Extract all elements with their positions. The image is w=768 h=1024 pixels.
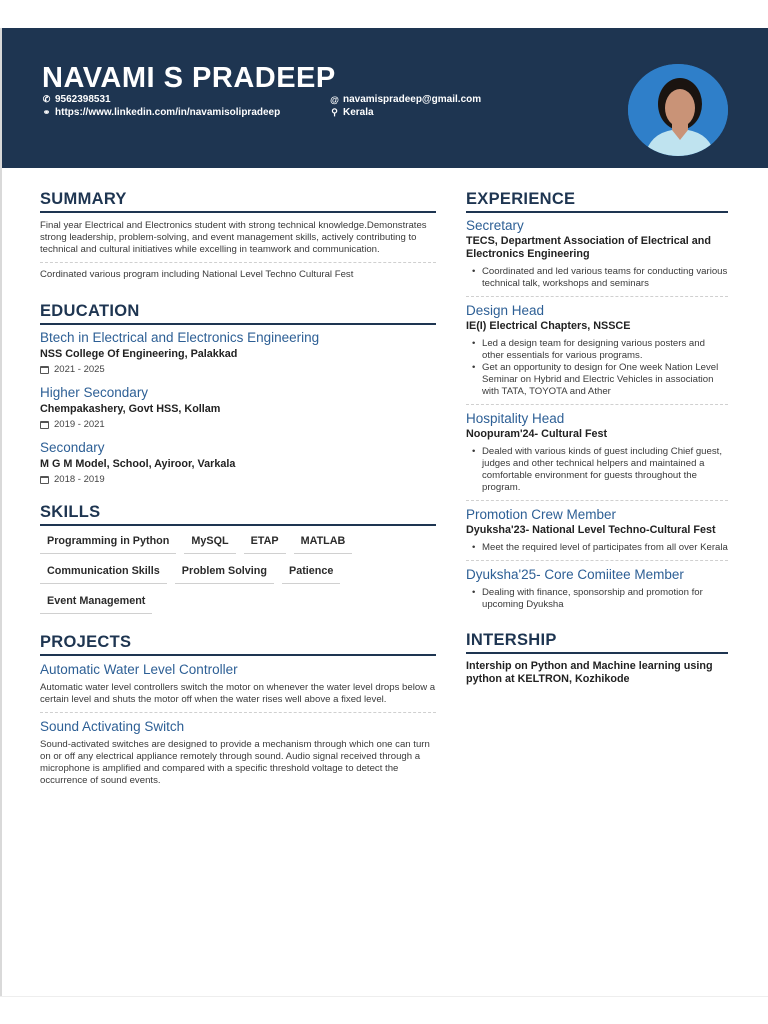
project-description: Automatic water level controllers switch the motor on whenever the water level drops below a certain level and shuts the motor off when the water rises well above a fixed level. xyxy=(40,682,436,705)
date-text: 2018 - 2019 xyxy=(54,474,105,485)
role-title: Dyuksha'25- Core Comiitee Member xyxy=(466,567,684,582)
link-icon: ⚭ xyxy=(42,107,51,117)
education-title: EDUCATION xyxy=(40,302,436,325)
skill-tag: MySQL xyxy=(184,530,235,554)
experience-item xyxy=(466,507,728,554)
date-text: 2021 - 2025 xyxy=(54,364,105,375)
bullet-item: • Led a design team for designing various posters and other essentials for various programs. xyxy=(482,338,728,362)
profile-photo-illustration xyxy=(628,64,730,158)
page-edge xyxy=(0,28,2,998)
experience-item xyxy=(466,567,728,611)
internship-text: Intership on Python and Machine learning using python at KELTRON, Kozhikode xyxy=(466,660,713,685)
role-title: Design Head xyxy=(466,303,545,318)
date-range xyxy=(40,474,436,485)
right-column xyxy=(466,190,728,686)
divider xyxy=(40,262,436,263)
organization: Dyuksha'23- National Level Techno-Cultural Fest xyxy=(466,524,716,536)
education-item xyxy=(40,330,436,375)
bullet-item: • Coordinated and led various teams for conducting various technical talk, workshops and seminars xyxy=(482,266,728,290)
internship-title: INTERSHIP xyxy=(466,631,728,654)
projects-title: PROJECTS xyxy=(40,633,436,656)
skills-list xyxy=(40,530,436,620)
skills-title: SKILLS xyxy=(40,503,436,526)
divider xyxy=(466,296,728,297)
phone-icon: ✆ xyxy=(42,94,51,104)
role-title: Promotion Crew Member xyxy=(466,507,617,522)
skill-tag: Patience xyxy=(282,560,340,584)
skill-tag: Programming in Python xyxy=(40,530,176,554)
left-column xyxy=(40,190,436,787)
bullet-list xyxy=(482,542,728,554)
phone-number: 9562398531 xyxy=(55,94,111,105)
location-text: Kerala xyxy=(343,107,374,118)
organization: IE(I) Electrical Chapters, NSSCE xyxy=(466,320,631,332)
calendar-icon xyxy=(40,476,49,484)
location-contact xyxy=(330,107,374,118)
candidate-name: NAVAMI S PRADEEP xyxy=(42,62,336,94)
degree-title: Btech in Electrical and Electronics Engineering xyxy=(40,330,320,345)
resume-header xyxy=(2,28,768,168)
experience-title: EXPERIENCE xyxy=(466,190,728,213)
phone-contact xyxy=(42,94,111,105)
bullet-list xyxy=(482,338,728,398)
linkedin-url[interactable]: https://www.linkedin.com/in/navamisolipradeep xyxy=(55,107,281,118)
bullet-item: • Dealing with finance, sponsorship and promotion for upcoming Dyuksha xyxy=(482,587,728,611)
divider xyxy=(40,712,436,713)
email-contact[interactable] xyxy=(330,94,481,105)
skill-tag: Communication Skills xyxy=(40,560,167,584)
project-item xyxy=(40,719,436,787)
role-title: Secretary xyxy=(466,218,524,233)
bullet-list xyxy=(482,446,728,494)
skill-tag: Event Management xyxy=(40,590,152,614)
experience-item xyxy=(466,411,728,494)
date-range xyxy=(40,419,436,430)
bullet-list xyxy=(482,266,728,290)
skill-tag: MATLAB xyxy=(294,530,353,554)
summary-text: Final year Electrical and Electronics student with strong technical knowledge.Demonstrates strong leadership, problem-solving, and event management skills, actively contributing to technical and cultural initiatives while excelling in teamwork and communication. xyxy=(40,220,427,255)
location-pin-icon: ⚲ xyxy=(331,107,338,117)
email-address[interactable]: navamispradeep@gmail.com xyxy=(343,94,482,105)
project-name: Sound Activating Switch xyxy=(40,719,185,734)
bullet-item: • Get an opportunity to design for One week Nation Level Seminar on Hybrid and Electric Vehicles in association with TATA, TOYOTA and Ather xyxy=(482,362,728,398)
at-icon: @ xyxy=(330,94,339,105)
organization: TECS, Department Association of Electrical and Electronics Engineering xyxy=(466,235,711,260)
school-name: NSS College Of Engineering, Palakkad xyxy=(40,348,238,360)
education-item xyxy=(40,440,436,485)
organization: Noopuram'24- Cultural Fest xyxy=(466,428,608,440)
role-title: Hospitality Head xyxy=(466,411,565,426)
date-text: 2019 - 2021 xyxy=(54,419,105,430)
bullet-item: • Dealed with various kinds of guest including Chief guest, judges and other technical helpers and maintained a comfortable environment for guests throughout the program. xyxy=(482,446,728,494)
calendar-icon xyxy=(40,366,49,374)
project-item xyxy=(40,662,436,706)
skill-tag: ETAP xyxy=(244,530,286,554)
skill-tag: Problem Solving xyxy=(175,560,274,584)
calendar-icon xyxy=(40,421,49,429)
project-description: Sound-activated switches are designed to provide a mechanism through which one can turn on or off any electrical appliance remotely through sound. Audio signal received through a microphone is amplified and compared with a specific threshold voltage to detect the occurrence of sound events. xyxy=(40,739,430,786)
profile-photo xyxy=(626,62,730,158)
summary-title: SUMMARY xyxy=(40,190,436,213)
school-name: M G M Model, School, Ayiroor, Varkala xyxy=(40,458,236,470)
degree-title: Higher Secondary xyxy=(40,385,149,400)
page-bottom-edge xyxy=(0,996,768,1024)
education-item xyxy=(40,385,436,430)
experience-item xyxy=(466,218,728,290)
degree-title: Secondary xyxy=(40,440,105,455)
divider xyxy=(466,500,728,501)
experience-item xyxy=(466,303,728,398)
bullet-item: • Meet the required level of participates from all over Kerala xyxy=(482,542,728,554)
divider xyxy=(466,560,728,561)
school-name: Chempakashery, Govt HSS, Kollam xyxy=(40,403,221,415)
divider xyxy=(466,404,728,405)
summary-extra: Cordinated various program including National Level Techno Cultural Fest xyxy=(40,269,354,280)
bullet-list xyxy=(482,587,728,611)
date-range xyxy=(40,364,436,375)
linkedin-contact[interactable] xyxy=(42,107,280,118)
project-name: Automatic Water Level Controller xyxy=(40,662,238,677)
